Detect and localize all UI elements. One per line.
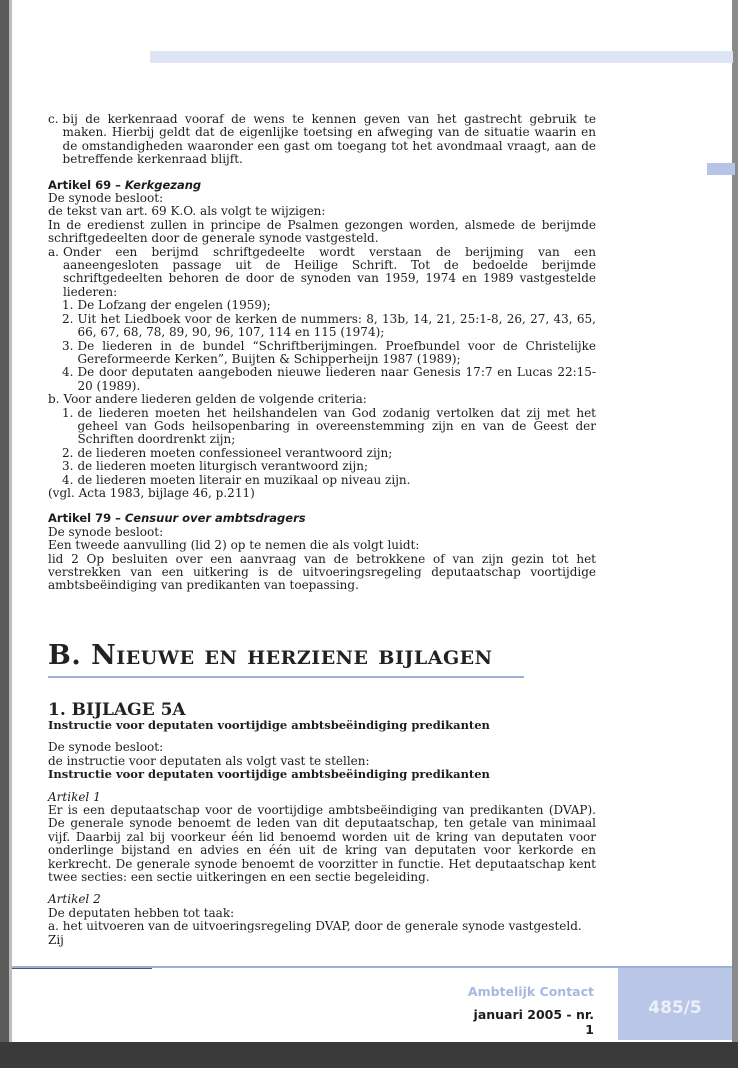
margin-tab-marker	[707, 163, 735, 175]
sub-list-a	[48, 299, 596, 393]
paragraph: De synode besloot:	[48, 740, 164, 755]
issue-date: januari 2005 - nr. 1	[473, 1007, 594, 1037]
bijlage-subtitle: Instructie voor deputaten voortijdige ambtsbeëindiging predikanten	[48, 718, 490, 732]
scan-edge-left	[0, 0, 9, 1068]
artikel-1-heading: Artikel 1	[48, 789, 101, 804]
scan-edge-left-inner	[9, 0, 12, 1068]
scan-edge-bottom	[0, 1042, 738, 1068]
artikel-69-title: Kerkgezang	[124, 177, 202, 192]
bijlage-title: 1. BIJLAGE 5A	[48, 700, 186, 720]
paragraph: In de eredienst zullen in principe de Psalmen gezongen worden, alsmede de berijmde schriftgedeelten door de generale synode vastgesteld.	[48, 217, 596, 246]
paragraph: de instructie voor deputaten als volgt vast te stellen:	[48, 753, 370, 768]
footer-rule-dark	[12, 968, 152, 969]
article-body	[48, 113, 596, 593]
list-item: 1. De Lofzang der engelen (1959);	[62, 298, 271, 313]
list-marker: c.	[48, 112, 59, 126]
list-item: 4. de liederen moeten literair en muzikaal op niveau zijn.	[62, 472, 411, 487]
artikel-79-heading: Artikel 79 – Censuur over ambtsdragers	[48, 511, 306, 526]
paragraph: a. het uitvoeren van de uitvoeringsregeling DVAP, door de generale synode vastgesteld. Zij	[48, 919, 582, 947]
list-item: 3. de liederen moeten liturgisch verantwoord zijn;	[62, 459, 368, 474]
list-item: 2. Uit het Liedboek voor de kerken de nummers: 8, 13b, 14, 21, 25:1-8, 26, 27, 43, 65, 66, 67, 68, 78, 89, 90, 96, 107, 114 en 115 (1974);	[62, 311, 596, 340]
intro-item-c	[48, 113, 596, 167]
list-text: bij de kerkenraad vooraf de wens te kennen geven van het gastrecht gebruik te maken. Hierbij geldt dat de eigenlijke toetsing en afweging van de situatie waarin en de omstandigheden waaronder een gast om toegang tot het avondmaal vraagt, aan de betreffende kerkenraad blijft.	[62, 112, 596, 167]
paragraph: de tekst van art. 69 K.O. als volgt te wijzigen:	[48, 204, 326, 219]
publication-name: Ambtelijk Contact	[467, 984, 594, 999]
list-item: 4. De door deputaten aangeboden nieuwe liederen naar Genesis 17:7 en Lucas 22:15-20 (1989).	[62, 365, 596, 393]
list-item-b	[48, 393, 596, 406]
paragraph: De deputaten hebben tot taak:	[48, 905, 235, 920]
bijlage-body	[48, 719, 596, 947]
list-item: 1. de liederen moeten het heilshandelen van God zodanig vertolken dat zij met het geheel van Gods heilsopenbaring in overeenstemming zijn en van de Geest der Schriften doordrenkt zijn;	[62, 405, 596, 447]
paragraph: De synode besloot:	[48, 191, 164, 206]
artikel-69-heading: Artikel 69 – Kerkgezang	[48, 177, 202, 192]
section-underline	[48, 676, 524, 678]
list-item-a	[48, 246, 596, 300]
artikel-1-text: Er is een deputaatschap voor de voortijdige ambtsbeëindiging van predikanten (DVAP). De generale synode benoemt de leden van dit deputaatschap, ten getale van minimaal vijf. Daarbij zal bij voorkeur één lid benoemd worden uit de kring van deputaten voor onderlinge bijstand en advies en één uit de kring van deputaten voor kerkorde en kerkrecht. De generale synode benoemt de voorzitter in functie. Het deputaatschap kent twee secties: een sectie uitkeringen en een sectie begeleiding.	[48, 803, 596, 885]
paragraph: De synode besloot:	[48, 524, 164, 539]
paragraph: lid 2 Op besluiten over een aanvraag van de betrokkene of van zijn gezin tot het verstrekken van een uitkering is de uitvoeringsregeling deputaatschap voortijdige ambtsbeëindiging van predikanten van toepassing.	[48, 551, 596, 593]
list-text: Onder een berijmd schriftgedeelte wordt verstaan de berijming van een aaneengesloten passage uit de Heilige Schrift. Tot de bedoelde berijmde schriftgedeelten behoren de door de synoden van 1959, 1974 en 1989 vastgestelde liederen:	[62, 244, 596, 299]
header-color-band	[150, 51, 733, 63]
artikel-79-title: Censuur over ambtsdragers	[124, 511, 306, 526]
paragraph: Een tweede aanvulling (lid 2) op te nemen die als volgt luidt:	[48, 538, 420, 553]
list-item: 2. de liederen moeten confessioneel verantwoord zijn;	[62, 445, 393, 460]
scan-edge-right	[732, 0, 738, 1068]
sub-list-b	[48, 407, 596, 487]
reference: (vgl. Acta 1983, bijlage 46, p.211)	[48, 485, 255, 500]
list-marker: b.	[48, 392, 60, 407]
page-number: 485/5	[648, 998, 702, 1018]
list-marker: a.	[48, 244, 59, 259]
list-item: 3. De liederen in de bundel “Schriftberijmingen. Proefbundel voor de Christelijke Gereformeerde Kerken”, Buijten & Schipperheijn 1987 (1989);	[62, 338, 596, 366]
section-title: B. Nieuwe en herziene bijlagen	[48, 640, 493, 671]
artikel-2-heading: Artikel 2	[48, 892, 101, 907]
instructie-heading: Instructie voor deputaten voortijdige ambtsbeëindiging predikanten	[48, 767, 490, 782]
page-number-box	[618, 968, 732, 1040]
footer-info	[462, 984, 594, 1037]
list-text: Voor andere liederen gelden de volgende criteria:	[63, 392, 367, 407]
